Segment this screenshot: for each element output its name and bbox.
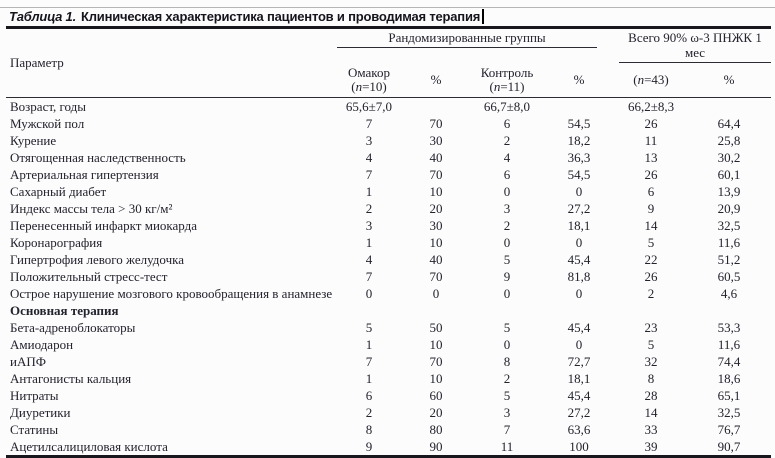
row-value: 28 [644, 388, 658, 403]
row-value: 7 [503, 422, 511, 437]
row-value: 4,6 [720, 286, 738, 301]
row-value: 53,3 [717, 320, 741, 335]
row-value: 0 [575, 184, 583, 199]
table-row [6, 166, 771, 183]
row-value: 5 [503, 252, 511, 267]
row-value: 51,2 [717, 252, 741, 267]
table-row [6, 438, 771, 457]
row-parameter: Курение [10, 133, 57, 148]
row-value: 32,5 [717, 218, 741, 233]
row-value: 8 [365, 422, 373, 437]
header-omacor-percent [401, 63, 471, 98]
row-value: 8 [503, 354, 511, 369]
header-total-n-label: (n=43) [633, 71, 669, 87]
row-value: 3 [503, 405, 511, 420]
row-value: 13,9 [717, 184, 741, 199]
table-row [6, 404, 771, 421]
row-parameter: Сахарный диабет [10, 184, 107, 199]
table-row [6, 302, 771, 319]
row-value [471, 302, 543, 319]
row-value: 32,5 [717, 405, 741, 420]
row-value: 76,7 [717, 422, 741, 437]
table-caption[interactable] [9, 8, 484, 25]
row-value: 7 [365, 167, 373, 182]
row-value: 6 [503, 167, 511, 182]
row-value: 33 [644, 422, 658, 437]
row-value: 18,2 [567, 133, 591, 148]
row-value: 3 [503, 201, 511, 216]
header-parameter: Параметр [6, 28, 337, 98]
row-value: 72,7 [567, 354, 591, 369]
row-value: 80 [429, 422, 443, 437]
table-row [6, 217, 771, 234]
row-parameter: Артериальная гипертензия [10, 167, 159, 182]
header-control-n: (n=11) [489, 78, 525, 94]
row-value: 14 [644, 405, 658, 420]
table-row [6, 115, 771, 132]
row-value: 70 [429, 269, 443, 284]
row-value: 20 [429, 201, 443, 216]
header-control-name: Контроль [480, 64, 534, 80]
table-row [6, 183, 771, 200]
row-value: 65,6±7,0 [345, 99, 393, 114]
row-value: 7 [365, 354, 373, 369]
header-group-total [615, 28, 771, 64]
row-value: 30 [429, 133, 443, 148]
row-value: 64,4 [717, 116, 741, 131]
row-value: 0 [503, 235, 511, 250]
table-row [6, 353, 771, 370]
row-parameter: Отягощенная наследственность [10, 150, 186, 165]
header-percent-label: % [723, 71, 735, 87]
row-value: 22 [644, 252, 658, 267]
row-value: 7 [365, 269, 373, 284]
row-value: 4 [503, 150, 511, 165]
row-parameter: Коронарография [10, 235, 103, 250]
row-value: 11 [644, 133, 658, 148]
row-value: 5 [503, 320, 511, 335]
row-value: 14 [644, 218, 658, 233]
row-value: 50 [429, 320, 443, 335]
row-value: 0 [432, 286, 440, 301]
row-value: 9 [647, 201, 655, 216]
header-control-percent [543, 63, 615, 98]
row-value: 0 [575, 286, 583, 301]
table-row [6, 387, 771, 404]
header-total-n [615, 63, 687, 98]
row-value: 27,2 [567, 405, 591, 420]
row-value: 60,5 [717, 269, 741, 284]
row-value: 30 [429, 218, 443, 233]
row-value: 6 [365, 388, 373, 403]
row-parameter: иАПФ [10, 354, 47, 369]
row-value: 2 [647, 286, 655, 301]
row-parameter: Ацетилсалициловая кислота [10, 439, 168, 454]
row-parameter: Амиодарон [10, 337, 74, 352]
row-parameter: Основная терапия [10, 303, 119, 318]
table-header [6, 28, 771, 98]
row-value: 11 [500, 439, 514, 454]
header-omacor [337, 63, 401, 98]
row-value: 26 [644, 269, 658, 284]
row-value: 18,6 [717, 371, 741, 386]
header-omacor-name: Омакор [348, 64, 390, 80]
row-value: 6 [503, 116, 511, 131]
row-value: 13 [644, 150, 658, 165]
table-row [6, 336, 771, 353]
row-value: 66,7±8,0 [483, 99, 531, 114]
row-value: 5 [503, 388, 511, 403]
row-value: 2 [503, 133, 511, 148]
table-row [6, 234, 771, 251]
row-parameter: Возраст, годы [10, 99, 87, 114]
table-container [6, 26, 771, 458]
header-group-total-label: Всего 90% ω-3 ПНЖК 1 мес [619, 29, 771, 63]
row-value [543, 302, 615, 319]
table-row [6, 268, 771, 285]
row-value: 40 [429, 150, 443, 165]
row-value: 18,1 [567, 218, 591, 233]
row-value: 26 [644, 116, 658, 131]
table-row [6, 98, 771, 116]
row-value: 10 [429, 184, 443, 199]
row-value: 0 [503, 337, 511, 352]
row-value: 81,8 [567, 269, 591, 284]
row-parameter: Перенесенный инфаркт миокарда [10, 218, 198, 233]
row-value: 23 [644, 320, 658, 335]
row-value: 30,2 [717, 150, 741, 165]
clinical-characteristics-table [6, 26, 771, 458]
table-caption-text: Клиническая характеристика пациентов и проводимая терапия [81, 9, 481, 24]
row-value: 40 [429, 252, 443, 267]
row-value: 6 [647, 184, 655, 199]
row-value: 45,4 [567, 388, 591, 403]
row-value: 10 [429, 235, 443, 250]
row-value: 5 [647, 235, 655, 250]
table-row [6, 370, 771, 387]
table-row [6, 149, 771, 166]
row-value: 45,4 [567, 320, 591, 335]
row-value: 3 [365, 218, 373, 233]
row-value: 2 [365, 201, 373, 216]
row-parameter: Гипертрофия левого желудочка [10, 252, 185, 267]
row-parameter: Бета-адреноблокаторы [10, 320, 136, 335]
row-parameter: Острое нарушение мозгового кровообращения в анамнезе [10, 286, 333, 301]
row-value: 1 [365, 235, 373, 250]
row-value: 2 [503, 218, 511, 233]
table-row [6, 319, 771, 336]
row-value: 60,1 [717, 167, 741, 182]
row-value: 5 [647, 337, 655, 352]
row-value [615, 302, 687, 319]
row-value: 4 [365, 252, 373, 267]
table-row [6, 132, 771, 149]
row-value: 0 [575, 235, 583, 250]
row-value: 1 [365, 337, 373, 352]
row-value: 27,2 [567, 201, 591, 216]
row-value [337, 302, 401, 319]
row-value: 90 [429, 439, 443, 454]
row-value: 74,4 [717, 354, 741, 369]
row-value: 0 [365, 286, 373, 301]
row-value: 18,1 [567, 371, 591, 386]
row-value: 100 [569, 439, 589, 454]
row-value: 54,5 [567, 167, 591, 182]
row-value: 2 [365, 405, 373, 420]
row-value: 39 [644, 439, 658, 454]
row-parameter: Нитраты [10, 388, 59, 403]
row-value: 2 [503, 371, 511, 386]
row-value: 20,9 [717, 201, 741, 216]
row-value: 11,6 [717, 235, 741, 250]
row-parameter: Антагонисты кальция [10, 371, 132, 386]
row-value: 36,3 [567, 150, 591, 165]
row-value: 26 [644, 167, 658, 182]
header-total-percent [687, 63, 771, 98]
header-percent-label: % [430, 71, 442, 87]
table-caption-number: Таблица 1. [9, 9, 76, 24]
row-value [687, 302, 771, 319]
row-parameter: Статины [10, 422, 59, 437]
header-percent-label: % [573, 71, 585, 87]
table-row [6, 421, 771, 438]
row-value [401, 98, 471, 116]
table-row [6, 285, 771, 302]
row-value: 70 [429, 116, 443, 131]
row-value: 90,7 [717, 439, 741, 454]
row-value: 11,6 [717, 337, 741, 352]
row-value: 5 [365, 320, 373, 335]
row-value: 10 [429, 337, 443, 352]
row-value: 45,4 [567, 252, 591, 267]
row-value: 70 [429, 167, 443, 182]
row-value [401, 302, 471, 319]
header-group-randomized [337, 28, 615, 64]
table-row [6, 251, 771, 268]
header-control [471, 63, 543, 98]
row-value: 65,1 [717, 388, 741, 403]
table-body [6, 98, 771, 457]
row-value: 0 [575, 337, 583, 352]
header-group-randomized-label: Рандомизированные группы [337, 29, 597, 48]
row-value: 3 [365, 133, 373, 148]
row-value: 1 [365, 184, 373, 199]
row-value: 8 [647, 371, 655, 386]
row-value: 66,2±8,3 [627, 99, 675, 114]
row-value: 63,6 [567, 422, 591, 437]
table-row [6, 200, 771, 217]
row-parameter: Диуретики [10, 405, 71, 420]
row-parameter: Мужской пол [10, 116, 85, 131]
row-parameter: Положительный стресс-тест [10, 269, 168, 284]
text-cursor [482, 9, 484, 24]
header-omacor-n: (n=10) [351, 78, 387, 94]
row-value: 20 [429, 405, 443, 420]
row-value: 70 [429, 354, 443, 369]
row-value: 10 [429, 371, 443, 386]
row-value: 25,8 [717, 133, 741, 148]
row-value: 54,5 [567, 116, 591, 131]
row-value: 32 [644, 354, 658, 369]
row-value: 9 [365, 439, 373, 454]
row-value: 9 [503, 269, 511, 284]
row-value: 0 [503, 286, 511, 301]
row-value: 60 [429, 388, 443, 403]
row-value: 0 [503, 184, 511, 199]
row-parameter: Индекс массы тела > 30 кг/м² [10, 201, 173, 216]
row-value [687, 98, 771, 116]
row-value: 1 [365, 371, 373, 386]
row-value: 7 [365, 116, 373, 131]
row-value: 4 [365, 150, 373, 165]
row-value [543, 98, 615, 116]
group-header-row [6, 28, 771, 64]
